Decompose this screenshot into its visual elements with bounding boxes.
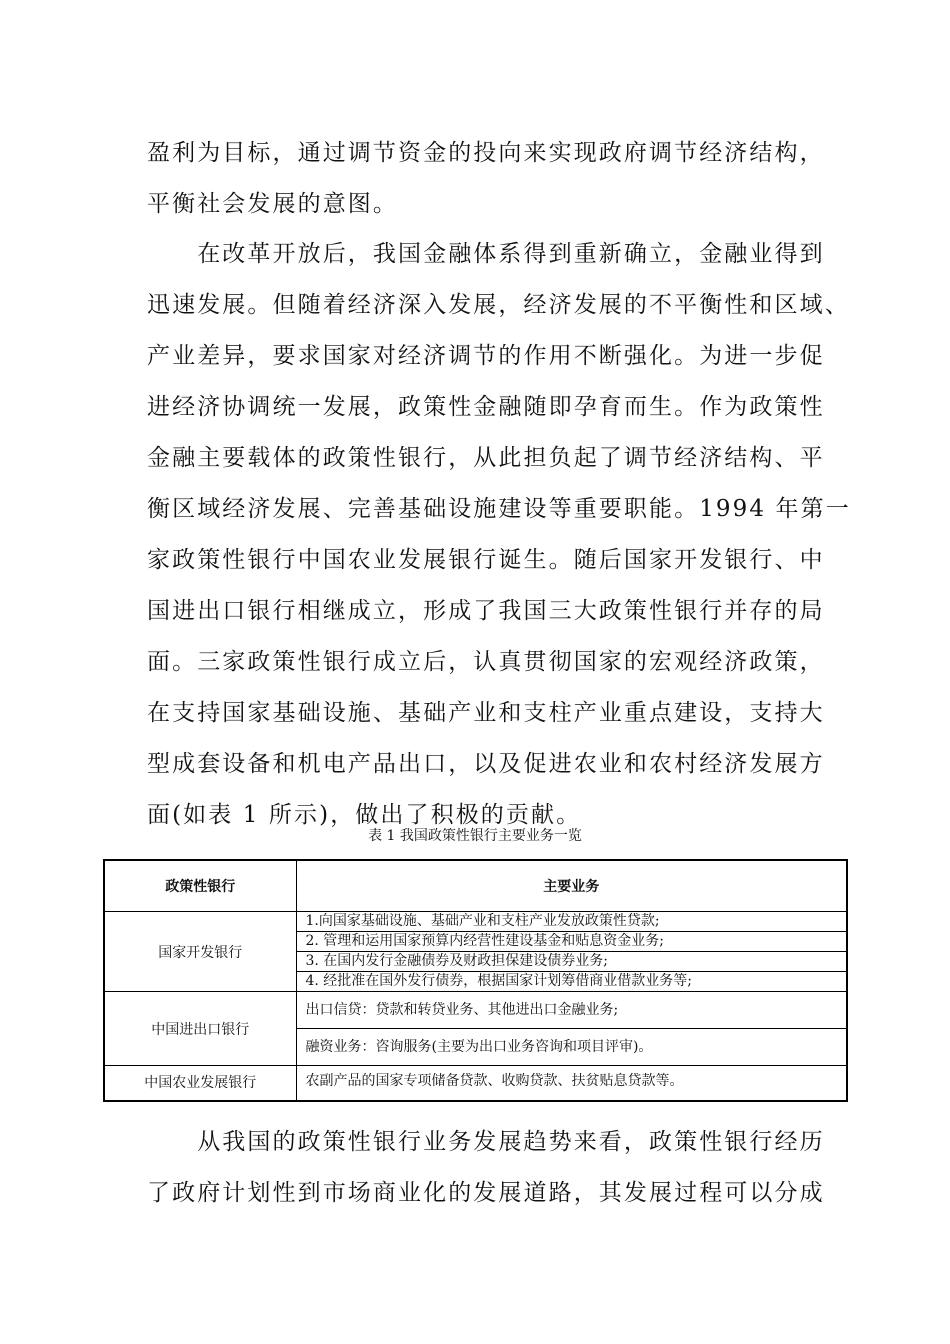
text-line: 产业差异，要求国家对经济调节的作用不断强化。为进一步促 — [147, 343, 825, 369]
text-line: 面。三家政策性银行成立后，认真贯彻国家的宏观经济政策， — [147, 649, 825, 675]
business-items — [296, 992, 847, 1066]
header-business: 主要业务 — [296, 860, 847, 912]
business-item: 农副产品的国家专项储备贷款、收购贷款、扶贫贴息贷款等。 — [305, 1073, 684, 1089]
business-item: 4. 经批准在国外发行债券，根据国家计划筹借商业借款业务等; — [305, 973, 693, 989]
business-item: 3. 在国内发行金融债券及财政担保建设债券业务; — [297, 952, 847, 972]
table-row — [104, 1066, 847, 1102]
text-line: 衡区域经济发展、完善基础设施建设等重要职能。1994 年第一 — [147, 496, 851, 522]
paragraph-3 — [147, 1117, 825, 1219]
text-line: 在支持国家基础设施、基础产业和支柱产业重点建设，支持大 — [147, 700, 825, 726]
bank-name: 中国农业发展银行 — [104, 1066, 296, 1102]
paragraph-2 — [147, 229, 851, 841]
text-line: 迅速发展。但随着经济深入发展，经济发展的不平衡性和区域、 — [147, 292, 850, 318]
text-line: 家政策性银行中国农业发展银行诞生。随后国家开发银行、中 — [147, 547, 825, 573]
text-line: 在改革开放后，我国金融体系得到重新确立，金融业得到 — [147, 241, 825, 267]
text-line: 了政府计划性到市场商业化的发展道路，其发展过程可以分成 — [147, 1180, 825, 1206]
text-line: 从我国的政策性银行业务发展趋势来看，政策性银行经历 — [147, 1129, 825, 1155]
business-item: 出口信贷：贷款和转贷业务、其他进出口金融业务; — [297, 992, 847, 1029]
text-line: 进经济协调统一发展，政策性金融随即孕育而生。作为政策性 — [147, 394, 825, 420]
table-row — [104, 912, 847, 992]
bank-name: 国家开发银行 — [104, 912, 296, 992]
business-items — [296, 912, 847, 992]
text-line: 国进出口银行相继成立，形成了我国三大政策性银行并存的局 — [147, 598, 825, 624]
text-line: 金融主要载体的政策性银行，从此担负起了调节经济结构、平 — [147, 445, 825, 471]
business-item: 融资业务：咨询服务(主要为出口业务咨询和项目评审)。 — [305, 1039, 653, 1055]
text-line: 盈利为目标，通过调节资金的投向来实现政府调节经济结构， — [147, 140, 825, 166]
bank-name: 中国进出口银行 — [104, 992, 296, 1066]
business-items — [296, 1066, 847, 1102]
text-line: 平衡社会发展的意图。 — [147, 191, 398, 217]
business-item: 1.向国家基础设施、基础产业和支柱产业发放政策性贷款; — [297, 912, 847, 932]
table-header-row — [104, 860, 847, 912]
table-caption: 表 1 我国政策性银行主要业务一览 — [368, 828, 582, 844]
text-line: 型成套设备和机电产品出口，以及促进农业和农村经济发展方 — [147, 751, 825, 777]
policy-bank-business-table — [103, 859, 848, 1102]
table-row — [104, 992, 847, 1066]
paragraph-1 — [147, 128, 825, 230]
header-bank: 政策性银行 — [104, 860, 296, 912]
business-item: 2. 管理和运用国家预算内经营性建设基金和贴息资金业务; — [297, 932, 847, 952]
text-line: 面(如表 1 所示)，做出了积极的贡献。 — [147, 802, 582, 828]
